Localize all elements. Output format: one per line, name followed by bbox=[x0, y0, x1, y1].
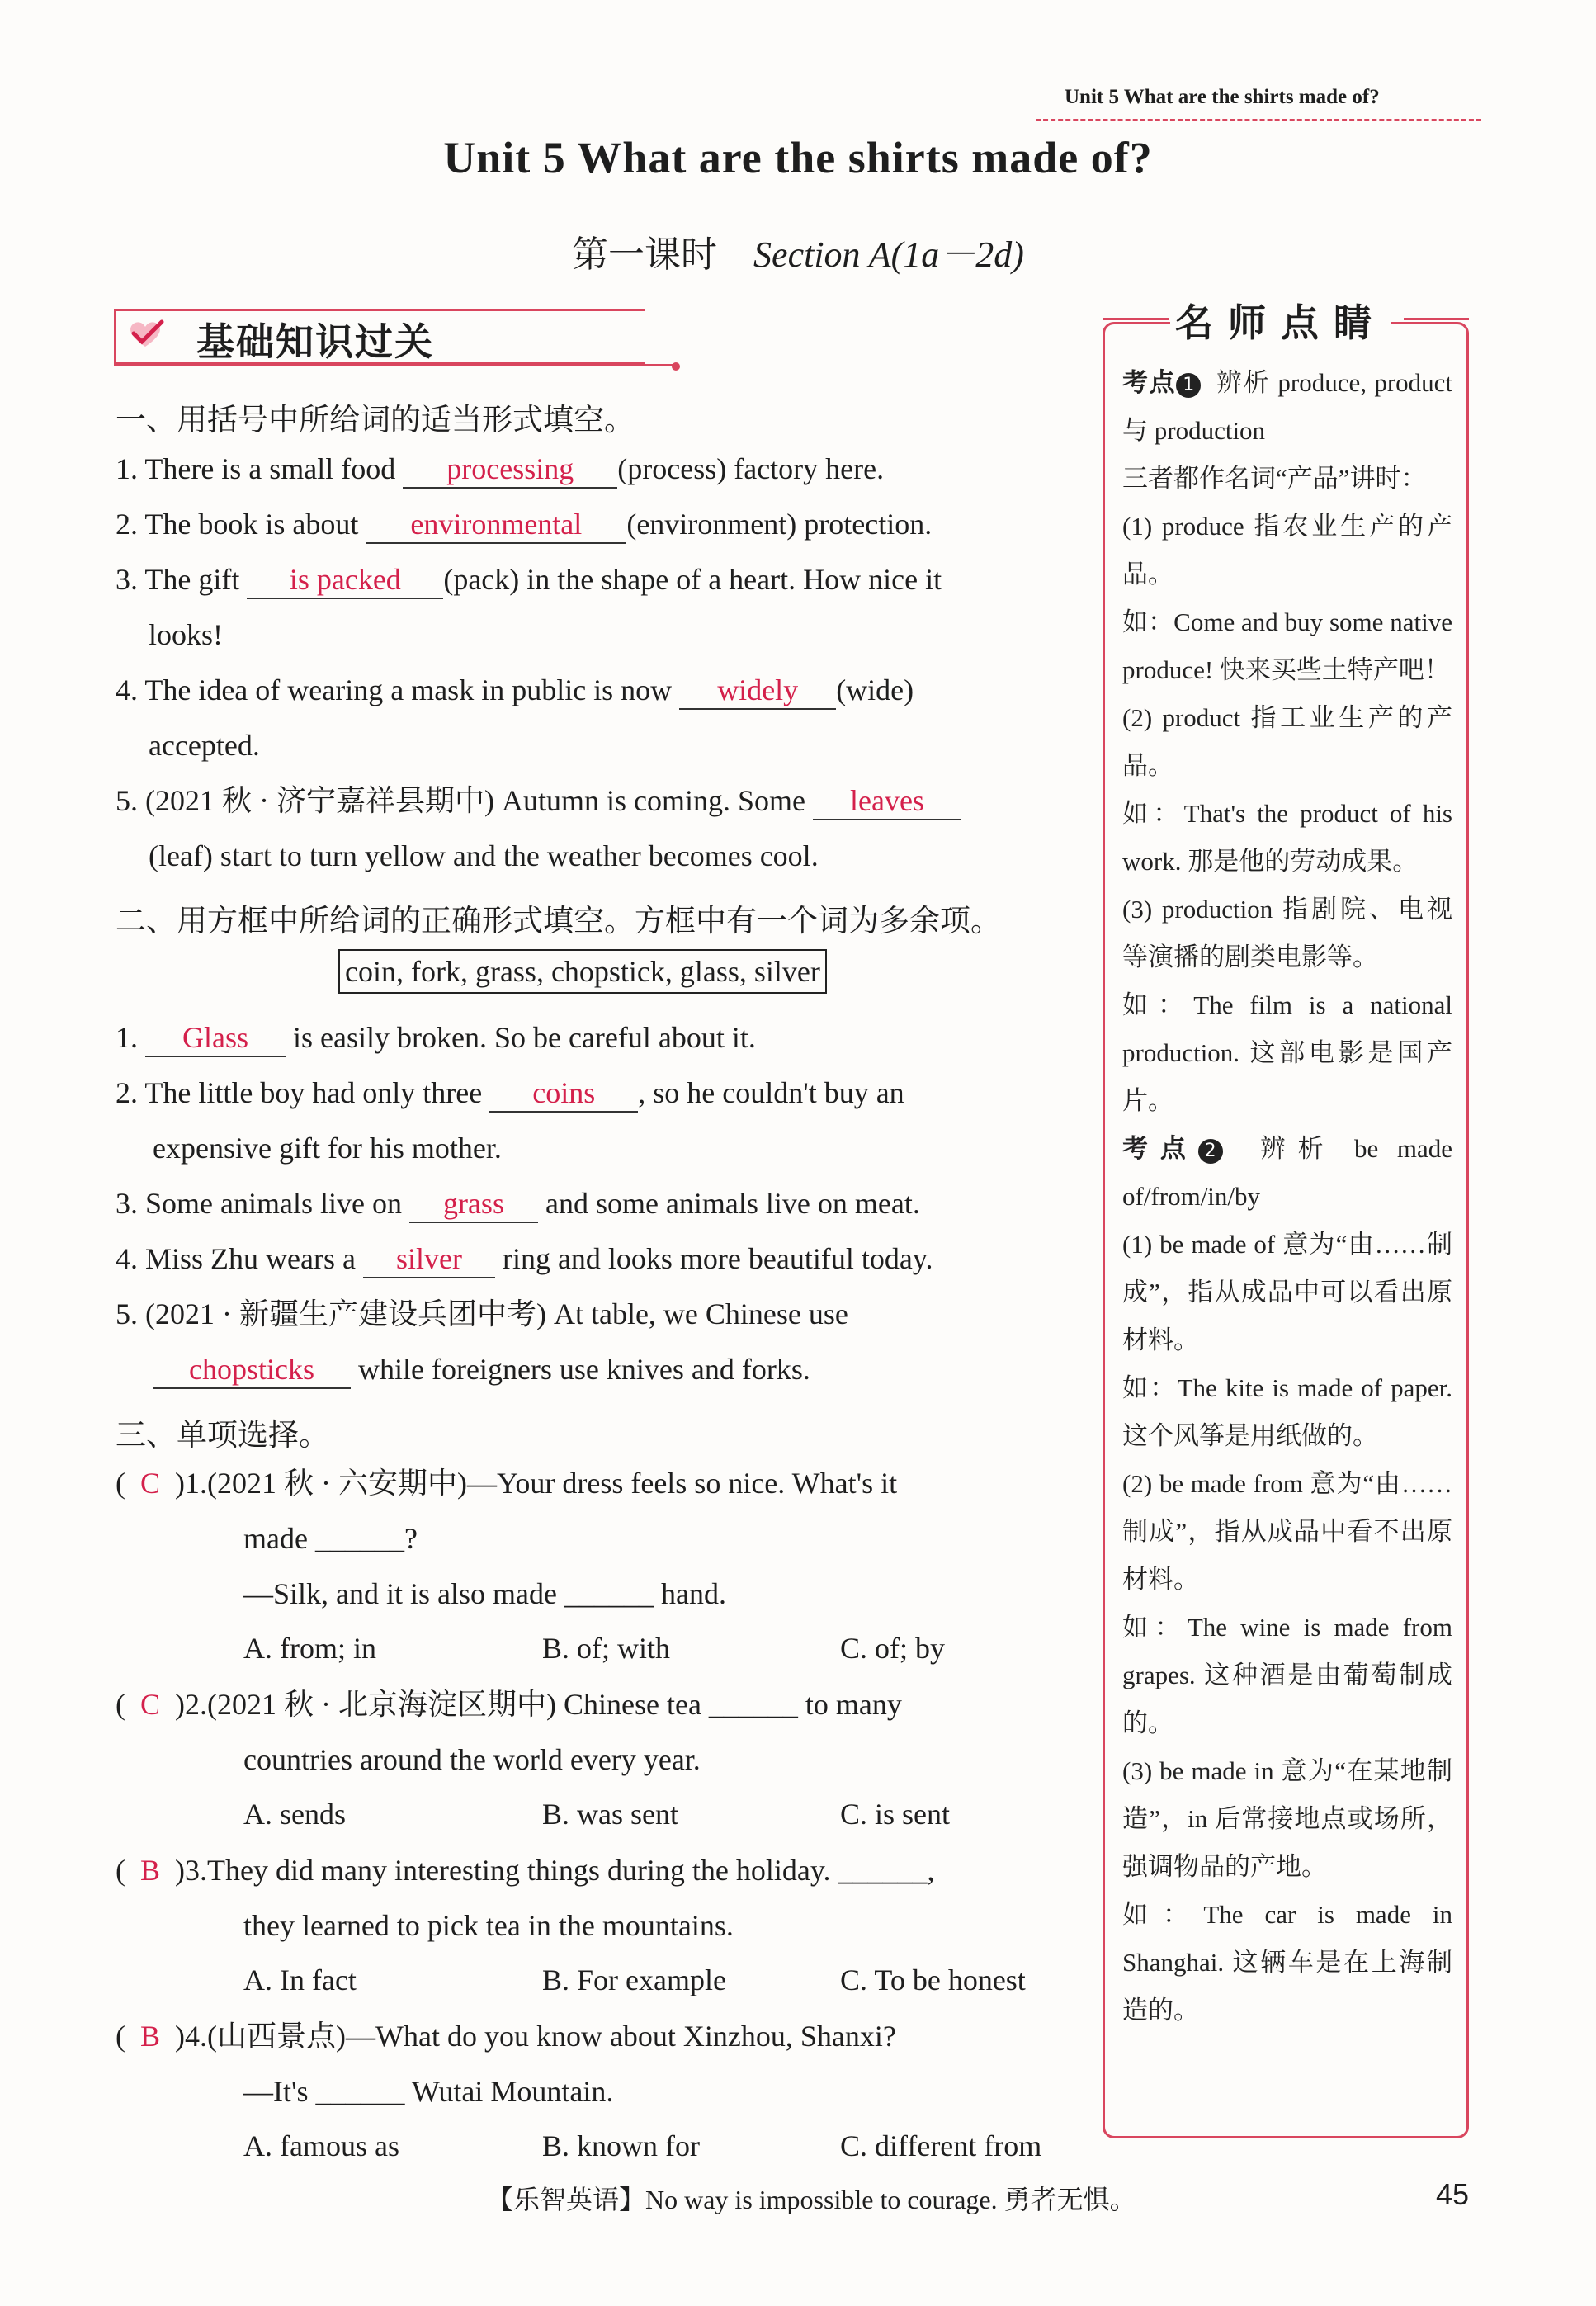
key-point-1: 考点 1 辨析 produce, product 与 production bbox=[1122, 368, 1453, 445]
answer-blank[interactable]: chopsticks bbox=[153, 1354, 351, 1389]
kp2-line: 如：The car is made in Shanghai. 这辆车是在上海制造的。 bbox=[1122, 1900, 1452, 2025]
check-heart-icon bbox=[125, 317, 165, 350]
section-banner bbox=[114, 309, 675, 366]
part1-heading: 一、用括号中所给词的适当形式填空。 bbox=[116, 402, 635, 437]
mc-option[interactable]: C. of; by bbox=[840, 1632, 946, 1665]
mc-question-4: ( B )4.(山西景点)—What do you know about Xinzhou, Shanxi? bbox=[116, 2020, 896, 2053]
mc-option[interactable]: A. from; in bbox=[243, 1632, 376, 1665]
mc-question-2: ( C )2.(2021 秋 · 北京海淀区期中) Chinese tea ______ to many bbox=[116, 1688, 902, 1721]
key-point-2: 考点 2 辨析 be made of/from/in/by bbox=[1122, 1134, 1453, 1211]
mc-answer[interactable]: C bbox=[140, 1688, 161, 1721]
kp1-line: (1) produce 指农业生产的产品。 bbox=[1122, 512, 1452, 588]
answer-blank[interactable]: leaves bbox=[813, 786, 961, 820]
part3-heading: 三、单项选择。 bbox=[116, 1417, 329, 1453]
part2-item-5: 5. (2021 · 新疆生产建设兵团中考) At table, we Chinese use bbox=[116, 1297, 848, 1330]
kp1-line: (3) production 指剧院、电视等演播的剧类电影等。 bbox=[1122, 895, 1452, 971]
part2-heading: 二、用方框中所给词的正确形式填空。方框中有一个词为多余项。 bbox=[116, 903, 1001, 938]
mc-question-1-line3: —Silk, and it is also made ______ hand. bbox=[243, 1577, 726, 1610]
mc-answer[interactable]: B bbox=[140, 1854, 161, 1887]
kp1-line: 如：The film is a national production. 这部电影是国产片。 bbox=[1122, 990, 1452, 1115]
part1-item-5-cont: (leaf) start to turn yellow and the weather becomes cool. bbox=[149, 839, 819, 872]
mc-question-1-line2: made ______? bbox=[243, 1522, 418, 1555]
part1-item-1: 1. There is a small food processing (process) factory here. bbox=[116, 451, 884, 489]
section-title: 基础知识过关 bbox=[196, 319, 434, 364]
part1-item-4: 4. The idea of wearing a mask in public is now widely (wide) bbox=[116, 672, 914, 710]
page-subtitle bbox=[0, 224, 1596, 277]
tips-panel-body bbox=[1122, 359, 1452, 2034]
answer-blank[interactable]: silver bbox=[363, 1244, 495, 1278]
mc-option[interactable]: C. different from bbox=[840, 2129, 1042, 2162]
part1-item-3-cont: looks! bbox=[149, 618, 223, 651]
kp2-line: (3) be made in 意为“在某地制造”，in 后常接地点或场所，强调物品的产地。 bbox=[1122, 1756, 1452, 1881]
part2-item-4: 4. Miss Zhu wears a silver ring and looks more beautiful today. bbox=[116, 1240, 933, 1278]
part2-item-5-cont: chopsticks while foreigners use knives and forks. bbox=[153, 1351, 810, 1389]
mc-option[interactable]: A. sends bbox=[243, 1798, 346, 1831]
part2-item-3: 3. Some animals live on grass and some animals live on meat. bbox=[116, 1185, 920, 1223]
kp2-line: (1) be made of 意为“由……制成”，指从成品中可以看出原材料。 bbox=[1122, 1230, 1452, 1354]
mc-answer[interactable]: C bbox=[140, 1467, 161, 1500]
number-circle-icon: 2 bbox=[1198, 1139, 1223, 1164]
answer-blank[interactable]: processing bbox=[403, 454, 617, 489]
mc-option[interactable]: C. is sent bbox=[840, 1798, 951, 1831]
mc-option[interactable]: B. known for bbox=[542, 2129, 700, 2162]
part1-item-2: 2. The book is about environmental (environment) protection. bbox=[116, 506, 932, 544]
mc-question-1: ( C )1.(2021 秋 · 六安期中)—Your dress feels so nice. What's it bbox=[116, 1467, 898, 1500]
part1-item-3: 3. The gift is packed (pack) in the shape of a heart. How nice it bbox=[116, 561, 942, 599]
number-circle-icon: 1 bbox=[1176, 373, 1201, 398]
page-number: 45 bbox=[1436, 2177, 1470, 2211]
kp2-line: (2) be made from 意为“由……制成”，指从成品中看不出原材料。 bbox=[1122, 1469, 1452, 1594]
kp1-line: (2) product 指工业生产的产品。 bbox=[1122, 703, 1452, 780]
answer-blank[interactable]: grass bbox=[409, 1188, 538, 1223]
mc-question-2-line2: countries around the world every year. bbox=[243, 1743, 701, 1776]
running-head: Unit 5 What are the shirts made of? bbox=[1065, 86, 1380, 108]
part1-item-5: 5. (2021 秋 · 济宁嘉祥县期中) Autumn is coming. Some leaves bbox=[116, 782, 961, 820]
kp1-line: 如：Come and buy some native produce! 快来买些土特产吧！ bbox=[1122, 607, 1452, 684]
answer-blank[interactable]: Glass bbox=[145, 1023, 286, 1057]
mc-option[interactable]: A. In fact bbox=[243, 1963, 357, 1996]
answer-blank[interactable]: environmental bbox=[366, 509, 626, 544]
kp1-line: 如：That's the product of his work. 那是他的劳动成果。 bbox=[1122, 799, 1452, 876]
footer-motto: 【乐智英语】No way is impossible to courage. 勇者无惧。 bbox=[487, 2185, 1136, 2214]
mc-question-3: ( B )3.They did many interesting things during the holiday. ______, bbox=[116, 1854, 935, 1887]
subtitle-en: Section A(1a－2d) bbox=[753, 234, 1024, 275]
page-title: Unit 5 What are the shirts made of? bbox=[443, 133, 1153, 182]
kp1-line: 三者都作名词“产品”讲时： bbox=[1122, 464, 1427, 493]
mc-question-4-line2: —It's ______ Wutai Mountain. bbox=[243, 2075, 614, 2108]
word-box: coin, fork, grass, chopstick, glass, silver bbox=[338, 949, 827, 994]
answer-blank[interactable]: widely bbox=[679, 675, 836, 710]
kp2-line: 如：The wine is made from grapes. 这种酒是由葡萄制成的。 bbox=[1122, 1613, 1452, 1737]
mc-option[interactable]: C. To be honest bbox=[840, 1963, 1026, 1996]
answer-blank[interactable]: coins bbox=[489, 1078, 638, 1113]
kp2-line: 如：The kite is made of paper. 这个风筝是用纸做的。 bbox=[1122, 1373, 1452, 1450]
part2-item-1: 1. Glass is easily broken. So be careful about it. bbox=[116, 1019, 756, 1057]
part1-item-4-cont: accepted. bbox=[149, 729, 260, 762]
mc-option[interactable]: B. For example bbox=[542, 1963, 726, 1996]
mc-answer[interactable]: B bbox=[140, 2020, 161, 2053]
mc-option[interactable]: A. famous as bbox=[243, 2129, 399, 2162]
running-head-rule bbox=[1036, 119, 1481, 121]
part2-item-2: 2. The little boy had only three coins , so he couldn't buy an bbox=[116, 1075, 904, 1113]
mc-question-3-line2: they learned to pick tea in the mountains. bbox=[243, 1909, 734, 1942]
subtitle-cn: 第一课时 bbox=[572, 234, 718, 275]
tips-panel-header bbox=[1103, 293, 1469, 343]
mc-option[interactable]: B. of; with bbox=[542, 1632, 671, 1665]
tips-panel-title: 名师点睛 bbox=[1170, 293, 1391, 347]
part2-item-2-cont: expensive gift for his mother. bbox=[153, 1132, 502, 1165]
mc-option[interactable]: B. was sent bbox=[542, 1798, 678, 1831]
answer-blank[interactable]: is packed bbox=[247, 565, 443, 599]
